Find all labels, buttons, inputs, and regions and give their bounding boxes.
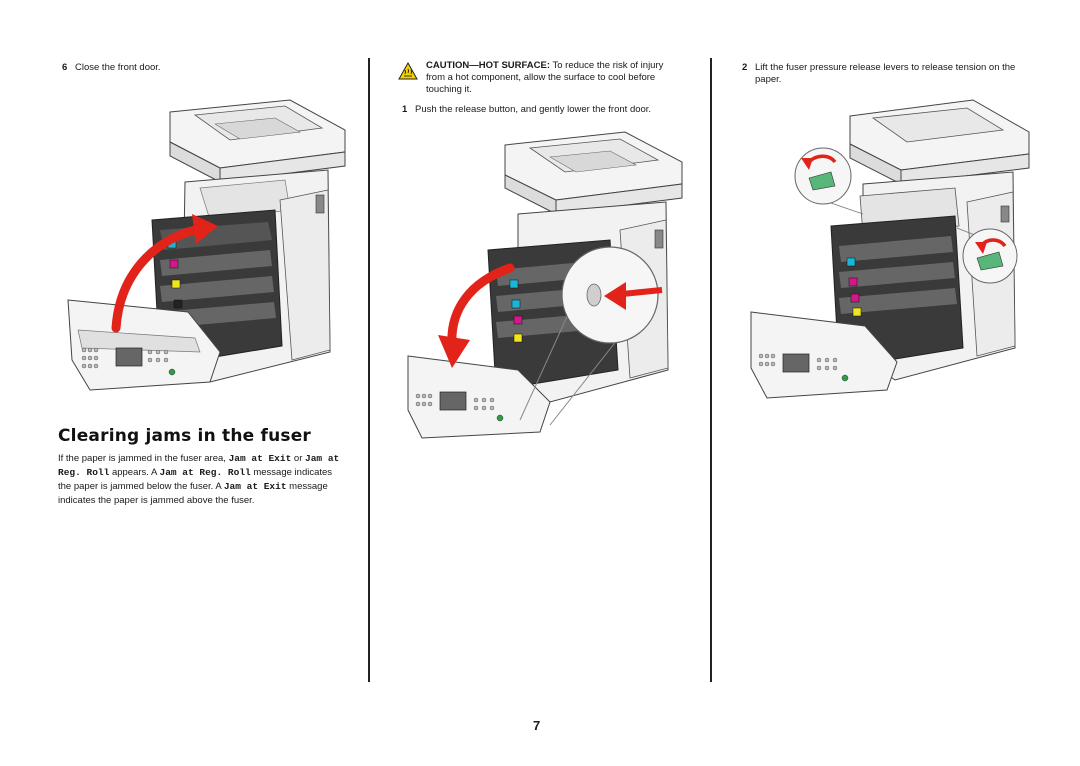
caution-note <box>426 60 671 96</box>
printer-illustration-close-door <box>60 90 360 410</box>
column-divider <box>710 58 712 682</box>
step-text: Push the release button, and gently lower the front door. <box>415 104 652 115</box>
printer-illustration-release-door <box>400 120 700 440</box>
caution-text: To reduce the risk of injury from a hot component, allow the surface to cool before touching it. <box>426 60 664 95</box>
jam-description: If the paper is jammed in the fuser area, Jam at Exit or Jam at Reg. Roll appears. A Jam at Reg. Roll message indicates the paper is jammed below the fuser. A Jam at Exit message indicates the paper is jammed above the fuser. <box>58 453 340 506</box>
step-number: 1 <box>402 104 408 115</box>
section-heading: Clearing jams in the fuser <box>58 426 312 446</box>
step-text: Close the front door. <box>75 62 161 73</box>
printer-illustration-fuser-levers <box>745 86 1045 416</box>
jam-at-exit-code: Jam at Exit <box>228 453 292 464</box>
jam-at-exit-code: Jam at Exit <box>223 481 287 492</box>
step-text: Lift the fuser pressure release levers to release tension on the paper. <box>755 62 1016 85</box>
jam-at-reg-roll-code: Jam at Reg. Roll <box>58 453 340 478</box>
step-number: 2 <box>742 62 748 73</box>
step-number: 6 <box>62 62 68 73</box>
hot-surface-caution-icon <box>398 62 418 80</box>
jam-at-reg-roll-code: Jam at Reg. Roll <box>159 467 251 478</box>
caution-label: CAUTION—HOT SURFACE: <box>426 60 551 71</box>
page-number: 7 <box>533 718 541 733</box>
column-divider <box>368 58 370 682</box>
